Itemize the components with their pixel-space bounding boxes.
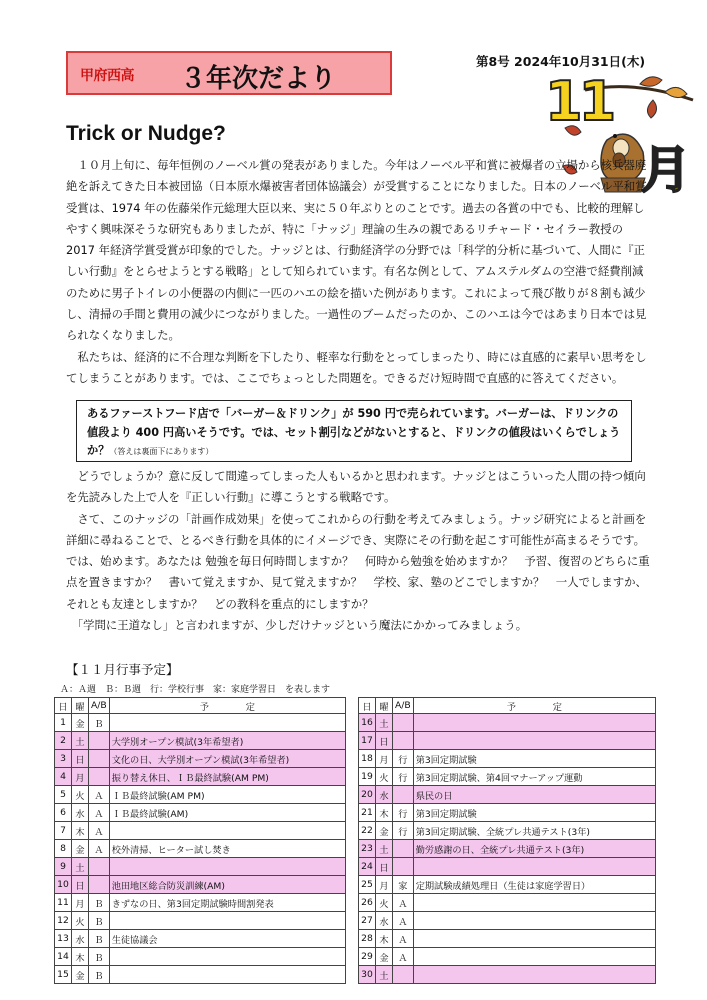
col-header-dow: 曜 xyxy=(376,698,393,714)
schedule-weekday: 金 xyxy=(72,840,89,858)
schedule-weekday: 水 xyxy=(376,786,393,804)
schedule-event: ＩＢ最終試験(AM PM) xyxy=(109,786,345,804)
schedule-week-type xyxy=(393,858,414,876)
schedule-week-type: 行 xyxy=(393,822,414,840)
schedule-row xyxy=(55,840,346,858)
schedule-week-type: Ａ xyxy=(89,840,110,858)
schedule-event: 生徒協議会 xyxy=(109,930,345,948)
schedule-row xyxy=(55,858,346,876)
schedule-day: 18 xyxy=(359,750,376,768)
schedule-event: ＩＢ最終試験(AM) xyxy=(109,804,345,822)
schedule-event: 池田地区総合防災訓練(AM) xyxy=(109,876,345,894)
schedule-event: きずなの日、第3回定期試験時間割発表 xyxy=(109,894,345,912)
schedule-week-type: Ｂ xyxy=(89,912,110,930)
schedule-row xyxy=(359,912,656,930)
schedule-week-type: Ｂ xyxy=(89,948,110,966)
quiz-question: あるファーストフード店で「バーガー＆ドリンク」が 590 円で売られています。バーガーは、ドリンクの値段より 400 円高いそうです。では、セット割引などがないとすると、ドリンクの値段はいくらでしょうか？ xyxy=(87,407,621,457)
schedule-week-type: Ａ xyxy=(393,948,414,966)
schedule-week-type xyxy=(393,840,414,858)
schedule-row xyxy=(55,966,346,984)
schedule-day: 12 xyxy=(55,912,72,930)
schedule-heading: 【１１月行事予定】 xyxy=(66,662,179,677)
schedule-day: 25 xyxy=(359,876,376,894)
schedule-weekday: 木 xyxy=(72,822,89,840)
schedule-day: 9 xyxy=(55,858,72,876)
article-paragraph-1: １０月上旬に、毎年恒例のノーベル賞の発表がありました。今年はノーベル平和賞に被爆者の立場から核兵器廃絶を訴えてきた日本被団協（日本原水爆被害者団体協議会）が受賞することになりました。日本のノーベル平和賞受賞は、1974 年の佐藤栄作元総理大臣以来、実に５０年ぶりとのことです。過去の各賞の中でも、比較的理解しやすく興味深そうな研究もありましたが、特に「ナッジ」理論の生みの親であるリチャード・セイラー教授の 2017 年経済学賞受賞が印象的でした。ナッジとは、行動経済学の分野では「科学的分析に基づいて、人間に『正しい行動』をとらせようとする戦略」として知られています。有名な例として、アムステルダムの空港で経費削減のために男子トイレの小便器の内側に一匹のハエの絵を描いた例があります。これによって飛び散りが８割も減少し、清掃の手間と費用の減少につながりました。一過性のブームだったのか、このハエは今ではあまり日本では見られなくなりました。 xyxy=(66,158,647,343)
schedule-row xyxy=(359,750,656,768)
schedule-weekday: 土 xyxy=(376,966,393,984)
schedule-weekday: 日 xyxy=(376,858,393,876)
schedule-event xyxy=(413,930,655,948)
schedule-row xyxy=(359,948,656,966)
schedule-row xyxy=(359,858,656,876)
schedule-weekday: 火 xyxy=(72,786,89,804)
schedule-event xyxy=(109,948,345,966)
schedule-row xyxy=(55,948,346,966)
schedule-weekday: 土 xyxy=(376,714,393,732)
schedule-week-type xyxy=(89,876,110,894)
schedule-day: 27 xyxy=(359,912,376,930)
schedule-row xyxy=(359,714,656,732)
schedule-row xyxy=(359,966,656,984)
schedule-day: 4 xyxy=(55,768,72,786)
col-header-week: A/B xyxy=(393,698,414,714)
schedule-event xyxy=(413,966,655,984)
schedule-week-type: 行 xyxy=(393,804,414,822)
schedule-day: 10 xyxy=(55,876,72,894)
schedule-weekday: 木 xyxy=(376,930,393,948)
schedule-week-type: Ｂ xyxy=(89,966,110,984)
schedule-weekday: 木 xyxy=(376,804,393,822)
schedule-weekday: 金 xyxy=(72,714,89,732)
schedule-row xyxy=(359,768,656,786)
col-header-plan: 予 定 xyxy=(109,698,345,714)
schedule-row xyxy=(55,894,346,912)
schedule-day: 8 xyxy=(55,840,72,858)
schedule-day: 2 xyxy=(55,732,72,750)
schedule-weekday: 土 xyxy=(376,840,393,858)
quiz-box xyxy=(76,400,632,462)
newsletter-title: ３年次だより xyxy=(180,64,337,94)
col-header-day: 日 xyxy=(55,698,72,714)
schedule-day: 21 xyxy=(359,804,376,822)
col-header-day: 日 xyxy=(359,698,376,714)
schedule-row xyxy=(55,876,346,894)
schedule-week-type xyxy=(393,786,414,804)
schedule-event xyxy=(413,714,655,732)
schedule-weekday: 日 xyxy=(72,876,89,894)
col-header-dow: 曜 xyxy=(72,698,89,714)
schedule-event xyxy=(413,912,655,930)
schedule-weekday: 土 xyxy=(72,858,89,876)
schedule-event: 第3回定期試験 xyxy=(413,804,655,822)
schedule-weekday: 月 xyxy=(72,894,89,912)
col-header-plan: 予 定 xyxy=(413,698,655,714)
schedule-event xyxy=(109,822,345,840)
schedule-event: 校外清掃、ヒーター試し焚き xyxy=(109,840,345,858)
schedule-legend: Ａ：Ａ週 Ｂ：Ｂ週 行：学校行事 家：家庭学習日 を表します xyxy=(60,685,331,695)
schedule-event: 定期試験成績処理日（生徒は家庭学習日） xyxy=(413,876,655,894)
newsletter-title-box xyxy=(66,51,392,95)
schedule-day: 24 xyxy=(359,858,376,876)
schedule-event xyxy=(413,858,655,876)
schedule-week-type xyxy=(89,732,110,750)
schedule-weekday: 月 xyxy=(376,750,393,768)
schedule-weekday: 月 xyxy=(72,768,89,786)
schedule-week-type: Ａ xyxy=(393,912,414,930)
schedule-row xyxy=(359,840,656,858)
schedule-weekday: 金 xyxy=(376,822,393,840)
schedule-weekday: 火 xyxy=(376,768,393,786)
month-kanji: 月 xyxy=(641,141,691,199)
schedule-week-type: Ｂ xyxy=(89,894,110,912)
month-number: 11 xyxy=(545,70,613,133)
schedule-row xyxy=(359,930,656,948)
quiz-answer-note: （答えは裏面下にあります） xyxy=(109,447,214,456)
schedule-weekday: 日 xyxy=(72,750,89,768)
schedule-event xyxy=(109,966,345,984)
schedule-event: 大学別オープン模試(3年希望者) xyxy=(109,732,345,750)
schedule-day: 11 xyxy=(55,894,72,912)
schedule-week-type xyxy=(393,966,414,984)
schedule-day: 3 xyxy=(55,750,72,768)
schedule-day: 17 xyxy=(359,732,376,750)
schedule-week-type xyxy=(89,768,110,786)
schedule-week-type xyxy=(393,714,414,732)
schedule-weekday: 水 xyxy=(72,930,89,948)
schedule-week-type: 行 xyxy=(393,750,414,768)
schedule-day: 30 xyxy=(359,966,376,984)
schedule-day: 19 xyxy=(359,768,376,786)
schedule-row xyxy=(359,804,656,822)
schedule-row xyxy=(55,714,346,732)
schedule-event: 勤労感謝の日、全統プレ共通テスト(3年) xyxy=(413,840,655,858)
issue-date: 第8号 2024年10月31日(木) xyxy=(476,54,646,69)
schedule-day: 13 xyxy=(55,930,72,948)
schedule-table-right xyxy=(358,697,656,984)
schedule-row xyxy=(359,732,656,750)
schedule-row xyxy=(359,822,656,840)
schedule-row xyxy=(359,876,656,894)
schedule-day: 29 xyxy=(359,948,376,966)
schedule-row xyxy=(55,930,346,948)
schedule-weekday: 日 xyxy=(376,732,393,750)
schedule-day: 22 xyxy=(359,822,376,840)
schedule-table-left xyxy=(54,697,346,984)
schedule-week-type: Ａ xyxy=(89,804,110,822)
article-paragraph-3: どうでしょうか？意に反して間違ってしまった人もいるかと思われます。ナッジとはこういった人間の持つ傾向を先読みした上で人を『正しい行動』に導こうとする戦略です。 さて、このナッジの「計画作成効果」を使ってこれからの行動を考えてみましょう。ナッジ研究によると計画を詳細に尋ねることで、とるべき行動を具体的にイメージでき、実際にその行動を起こす可能性が高まるそうです。では、始めます。あなたは 勉強を毎日何時間しますか？ 何時から勉強を始めますか？ 予習、復習のどちらに重点を置きますか？ 書いて覚えますか、見て覚えますか？ 学校、家、塾のどこでしますか？ 一人でしますか、それとも友達としますか？ どの教科を重点的にしますか？ 「学問に王道なし」と言われますが、少しだけナッジという魔法にかかってみましょう。 xyxy=(66,469,650,633)
schedule-weekday: 金 xyxy=(72,966,89,984)
schedule-event xyxy=(109,714,345,732)
schedule-day: 20 xyxy=(359,786,376,804)
schedule-week-type xyxy=(89,750,110,768)
schedule-week-type: 家 xyxy=(393,876,414,894)
schedule-week-type xyxy=(89,858,110,876)
schedule-day: 14 xyxy=(55,948,72,966)
schedule-week-type: Ａ xyxy=(393,930,414,948)
schedule-weekday: 水 xyxy=(376,912,393,930)
schedule-week-type: 行 xyxy=(393,768,414,786)
schedule-weekday: 月 xyxy=(376,876,393,894)
article-paragraph-2: 私たちは、経済的に不合理な判断を下したり、軽率な行動をとってしまったり、時には直感的に素早い思考をしてしまうことがあります。では、ここでちょっとした問題を。できるだけ短時間で直感的に答えてください。 xyxy=(66,350,647,386)
schedule-row xyxy=(359,786,656,804)
schedule-weekday: 金 xyxy=(376,948,393,966)
schedule-event: 県民の日 xyxy=(413,786,655,804)
schedule-week-type: Ｂ xyxy=(89,930,110,948)
schedule-row xyxy=(55,750,346,768)
schedule-weekday: 木 xyxy=(72,948,89,966)
schedule-row xyxy=(55,822,346,840)
schedule-week-type: Ａ xyxy=(89,786,110,804)
schedule-event xyxy=(413,948,655,966)
schedule-day: 23 xyxy=(359,840,376,858)
schedule-day: 6 xyxy=(55,804,72,822)
schedule-weekday: 火 xyxy=(376,894,393,912)
schedule-week-type: Ａ xyxy=(89,822,110,840)
schedule-day: 28 xyxy=(359,930,376,948)
schedule-event: 第3回定期試験、全統プレ共通テスト(3年) xyxy=(413,822,655,840)
schedule-row xyxy=(55,786,346,804)
schedule-day: 16 xyxy=(359,714,376,732)
schedule-weekday: 土 xyxy=(72,732,89,750)
schedule-weekday: 水 xyxy=(72,804,89,822)
schedule-event xyxy=(413,894,655,912)
schedule-week-type: Ａ xyxy=(393,894,414,912)
schedule-row xyxy=(55,768,346,786)
col-header-week: A/B xyxy=(89,698,110,714)
schedule-event xyxy=(109,858,345,876)
schedule-weekday: 火 xyxy=(72,912,89,930)
schedule-event xyxy=(109,912,345,930)
schedule-week-type xyxy=(393,732,414,750)
schedule-row xyxy=(359,894,656,912)
schedule-day: 5 xyxy=(55,786,72,804)
schedule-row xyxy=(55,732,346,750)
schedule-event: 文化の日、大学別オープン模試(3年希望者) xyxy=(109,750,345,768)
schedule-week-type: Ｂ xyxy=(89,714,110,732)
schedule-event: 振り替え休日、ＩＢ最終試験(AM PM) xyxy=(109,768,345,786)
schedule-day: 15 xyxy=(55,966,72,984)
article-title: Trick or Nudge? xyxy=(66,122,226,145)
schedule-day: 26 xyxy=(359,894,376,912)
school-name: 甲府西高 xyxy=(80,68,134,84)
schedule-event: 第3回定期試験 xyxy=(413,750,655,768)
schedule-event xyxy=(413,732,655,750)
schedule-event: 第3回定期試験、第4回マナーアップ運動 xyxy=(413,768,655,786)
schedule-row xyxy=(55,804,346,822)
schedule-day: 7 xyxy=(55,822,72,840)
schedule-day: 1 xyxy=(55,714,72,732)
schedule-row xyxy=(55,912,346,930)
